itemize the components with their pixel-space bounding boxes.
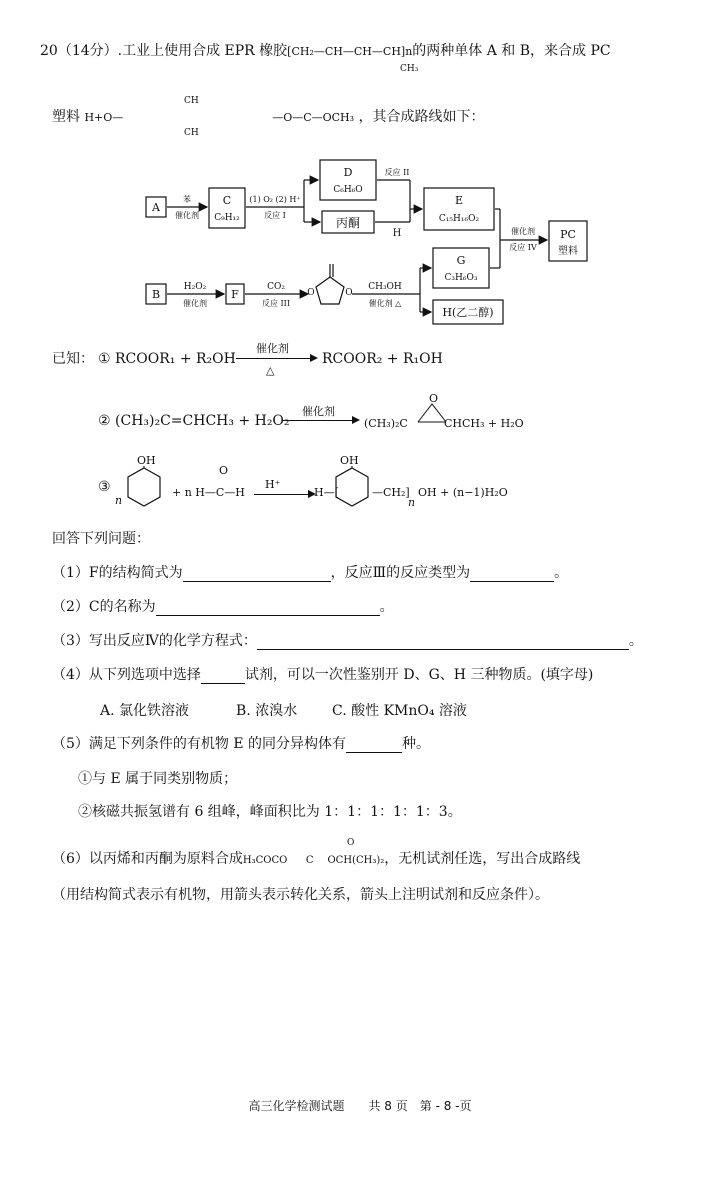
r3-oh: OH [137,454,156,467]
r2-catalyst: 催化剂 [302,405,335,418]
arrow-A-top: 苯 [183,195,191,204]
r3-num: ③ [98,479,111,495]
r3-oh2: OH [340,454,359,467]
r2-arrow [282,420,354,421]
q6-carbonyl-o: O [347,838,355,848]
prompt: 回答下列问题： [52,531,150,547]
q5-condition-2: ②核磁共振氢谱有 6 组峰，峰面积比为 1：1：1：1：1：3。 [78,804,462,820]
formula-E: C₁₅H₁₆O₂ [438,214,480,224]
arrow-ring-bottom: 催化剂 △ [368,299,402,308]
formula-G: C₃H₆O₃ [444,273,478,283]
known-label: 已知： [52,351,94,367]
question-1 [52,564,568,582]
q5-condition-1: ①与 E 属于同类别物质； [78,771,238,787]
q3-a: （3）写出反应Ⅳ的化学方程式： [52,633,257,649]
r3-n: n [115,494,123,507]
q6-e: ，无机试剂任选，写出合成路线 [384,851,581,867]
question-intro [40,42,611,61]
q5-b: 种。 [402,736,431,752]
label-F: F [231,288,239,301]
arrow-A-bottom: 催化剂 [175,211,199,220]
r3-aldehyde-o: O [219,464,229,477]
reaction-1 [98,350,236,368]
q1-blank-structure[interactable] [183,567,331,582]
page-footer: 高三化学检测试题 共 8 页 第 - 8 -页 [248,1099,472,1113]
question-3 [52,632,643,650]
plastic-tail: ，其合成路线如下： [358,109,485,125]
intro-part-a: 20（14分）.工业上使用合成 EPR 橡胶 [40,43,288,59]
arrow-D-top: 反应 II [384,168,410,177]
r2-num: ② [98,413,111,429]
r2-right-b: CHCH₃ + H₂O [444,417,524,430]
r2-arrowhead [352,416,360,424]
q6-target-d: OCH(CH₃)₂ [327,855,385,866]
ring-o-right: O [345,288,353,298]
q2-blank[interactable] [156,601,380,616]
arrow-B-top: H₂O₂ [183,282,207,292]
q1-a: （1）F的结构简式为 [52,565,183,581]
formula-D: C₆H₆O [333,185,363,195]
r1-left: RCOOR₁ + R₂OH [115,351,236,367]
q4-b: 试剂，可以一次性鉴别开 D、G、H 三种物质。(填字母) [244,667,594,683]
r1-num: ① [98,351,111,367]
plastic-sub-bottom: CH [184,128,199,138]
arrow-D-bottom: H [392,228,402,239]
label-D: D [343,166,353,179]
r1-heat: △ [266,364,275,377]
synthesis-scheme [0,150,720,330]
formula-C: C₉H₁₂ [214,213,240,223]
q5-a: （5）满足下列条件的有机物 E 的同分异构体有 [52,736,347,752]
arrow-ring-top: CH₃OH [368,282,402,292]
q4-option-a: A. 氯化铁溶液 [100,703,190,719]
intro-part-b: 的两种单体 A 和 B，来合成 PC [412,43,611,59]
r3-product-ring [332,466,372,510]
q2-a: （2）C的名称为 [52,599,156,615]
q2-b: 。 [379,599,394,615]
epr-polymer-formula: [CH₂—CH—CH—CH]n [287,45,413,58]
r1-arrow [236,358,312,359]
plastic-formula-left: H+O— [84,111,124,124]
r3-acid: H⁺ [265,478,281,491]
q6-line-2: （用结构简式表示有机物，用箭头表示转化关系，箭头上注明试剂和反应条件）。 [52,887,549,903]
label-G: G [456,254,466,267]
label-propanone: 丙酮 [335,216,361,230]
q6-a: （6）以丙烯和丙酮为原料合成 [52,851,243,867]
label-B: B [151,288,161,301]
r2-epoxide-o: O [429,392,439,405]
arrow-B-bottom: 催化剂 [183,299,207,308]
r1-catalyst: 催化剂 [256,342,289,355]
epr-substituent: CH₃ [400,64,419,74]
plastic-formula-right: —O—C—OCH₃ [272,111,355,124]
r3-phenol-ring [124,466,164,510]
r2-right-a: (CH₃)₂C [364,417,408,430]
label-A: A [152,201,160,214]
q1-c: 。 [554,565,569,581]
r3-right-b: —CH₂] [372,486,410,499]
question-4 [52,666,593,684]
q6-target-c: C [305,855,314,866]
r3-right-c: OH + (n−1)H₂O [418,486,508,499]
r3-right-n: n [408,496,416,509]
q4-blank[interactable] [201,669,245,684]
r2-left: (CH₃)₂C=CHCH₃ + H₂O₂ [115,413,290,429]
plastic-sub-top: CH [184,96,199,106]
r1-arrowhead [310,354,318,362]
arrow-E-top: 催化剂 [511,227,535,236]
q4-option-b: B. 浓溴水 [236,703,298,719]
r3-arrow [254,494,310,495]
q4-a: （4）从下列选项中选择 [52,667,201,683]
q3-b: 。 [628,633,643,649]
r1-right: RCOOR₂ + R₁OH [322,351,443,367]
label-E: E [454,194,464,207]
arrow-F-bottom: 反应 III [261,299,291,308]
question-5 [52,735,430,753]
plastic-label: 塑料 [52,109,80,125]
q3-blank[interactable] [257,635,629,650]
arrow-C-top: (1) O₂ (2) H⁺ [249,195,301,204]
label-H: H(乙二醇) [442,306,494,319]
q1-blank-type[interactable] [470,567,554,582]
q6-target-a: H₃COCO [242,855,288,866]
r2-epoxide-ring [414,400,454,428]
r3-right-a: H—[ [314,486,339,499]
question-6 [52,850,580,870]
r3-mid: + n H—C—H [172,486,245,499]
label-PC-1: PC [560,228,576,241]
label-PC-2: 塑料 [558,246,578,257]
arrow-C-bottom: 反应 I [264,211,286,220]
ring-o-left: O [307,288,315,298]
cyclic-carbonate-ring [316,277,344,304]
q4-option-c: C. 酸性 KMnO₄ 溶液 [332,703,467,719]
plastic-line [52,108,485,127]
q1-b: ，反应Ⅲ的反应类型为 [330,565,471,581]
q5-blank[interactable] [346,738,402,753]
label-C: C [222,194,232,207]
question-2 [52,598,394,616]
reaction-2 [98,412,290,430]
arrow-F-top: CO₂ [267,282,285,292]
arrow-E-bottom: 反应 IV [509,243,537,252]
